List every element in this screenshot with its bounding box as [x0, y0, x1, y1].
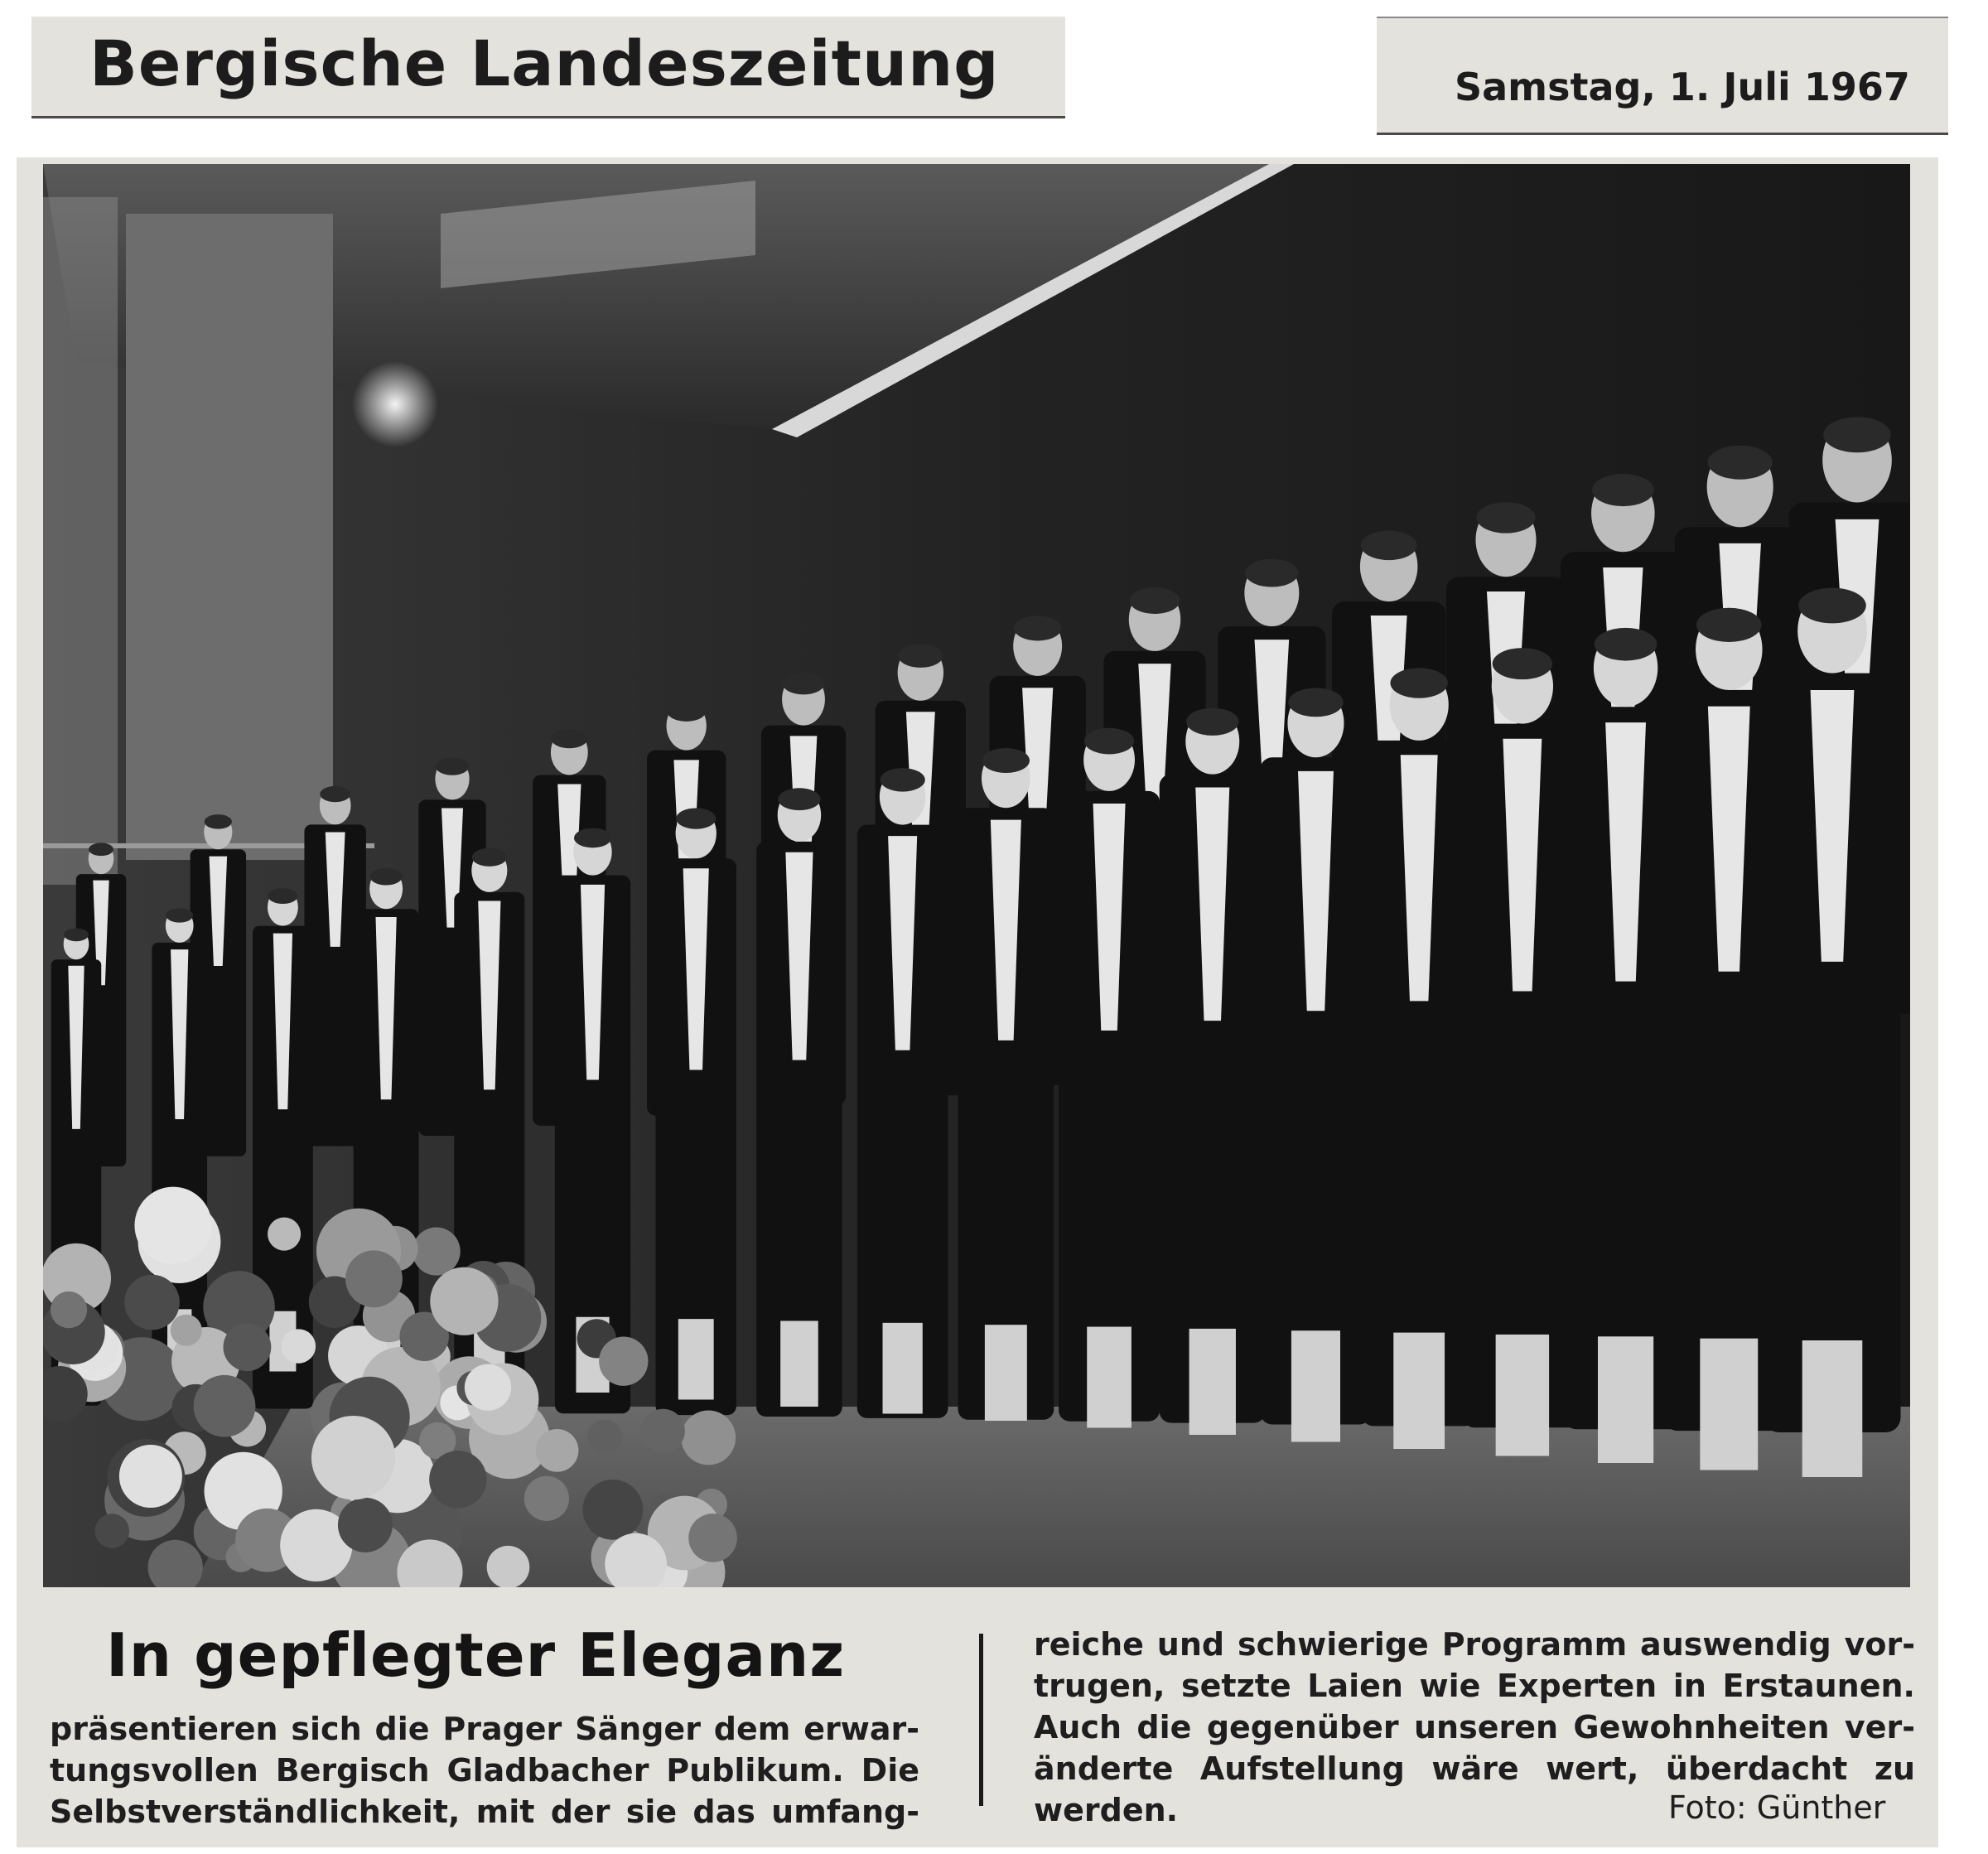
singer-legs [1291, 1330, 1340, 1441]
flower-blossom [599, 1336, 648, 1385]
singer-legs [1393, 1333, 1445, 1449]
flower-blossom [681, 1411, 736, 1465]
flower-blossom [688, 1514, 737, 1562]
flower-blossom [587, 1420, 622, 1455]
singer-hair [205, 814, 232, 829]
singer-figure [1260, 688, 1371, 1441]
singer-hair [320, 786, 350, 802]
stage-pillar [126, 214, 333, 860]
singer-hair [472, 848, 507, 867]
caption-line: tungsvollen Bergisch Gladbacher Publikum. Die [50, 1752, 919, 1789]
flower-blossom [465, 1364, 511, 1411]
flower-blossom [94, 1514, 129, 1548]
singer-hair [1595, 628, 1657, 661]
flower-blossom [582, 1480, 643, 1540]
singer-hair [166, 908, 193, 922]
singer-figure [1160, 708, 1266, 1435]
choir-photo-graphic [43, 164, 1910, 1587]
singer-hair [778, 788, 820, 810]
singer-figure [958, 748, 1054, 1421]
singer-figure [1361, 668, 1477, 1449]
singer-hair [551, 729, 587, 748]
singer-hair [268, 888, 297, 904]
singer-hair [1493, 648, 1552, 679]
singer-legs [985, 1325, 1027, 1421]
singer-legs [1700, 1339, 1758, 1470]
singer-hair [1798, 588, 1866, 624]
singer-hair [1708, 446, 1773, 480]
issue-date: Samstag, 1. Juli 1967 [1455, 65, 1910, 109]
singer-legs [1087, 1327, 1132, 1428]
caption-line: präsentieren sich die Prager Sänger dem erwar- [50, 1711, 919, 1747]
caption-line: werden. [1034, 1792, 1179, 1828]
singer-hair [1014, 616, 1061, 640]
singer-hair [667, 701, 706, 722]
flower-blossom [338, 1498, 393, 1552]
flower-blossom [124, 1275, 180, 1330]
flower-blossom [194, 1375, 256, 1437]
flower-blossom [268, 1217, 301, 1250]
singer-hair [436, 758, 469, 775]
singer-hair [881, 768, 925, 791]
singer-hair [783, 673, 825, 695]
singer-hair [898, 645, 943, 668]
flower-blossom [641, 1409, 685, 1453]
article-headline: In gepflegter Eleganz [106, 1620, 846, 1690]
flower-blossom [311, 1416, 395, 1499]
singer-legs [883, 1323, 923, 1414]
flower-blossom [119, 1445, 182, 1508]
singer-hair [89, 843, 113, 856]
stage-lamp [352, 361, 438, 447]
flower-blossom [536, 1429, 579, 1472]
flower-blossom [51, 1292, 87, 1328]
singer-figure [1764, 588, 1901, 1477]
singer-hair [1288, 688, 1343, 717]
singer-hair [370, 868, 403, 885]
caption-line: Auch die gegenüber unseren Gewohnheiten ver- [1034, 1709, 1915, 1745]
singer-figure [756, 788, 842, 1417]
newspaper-masthead: Bergische Landeszeitung [89, 27, 1000, 100]
caption-line: änderte Aufstellung wäre wert, überdacht zu [1034, 1750, 1915, 1787]
singer-hair [1592, 474, 1654, 506]
singer-hair [1361, 530, 1417, 560]
singer-hair [676, 808, 716, 828]
singer-hair [64, 928, 89, 941]
caption-left-column [50, 1708, 919, 1832]
flower-blossom [429, 1451, 486, 1508]
singer-hair [982, 748, 1030, 773]
flower-blossom [171, 1315, 202, 1346]
flower-blossom [345, 1250, 403, 1307]
singer-legs [1802, 1340, 1863, 1477]
flower-blossom [224, 1323, 272, 1371]
flower-blossom [282, 1329, 316, 1363]
caption-line: trugen, setzte Laien wie Experten in Erstaunen. [1034, 1668, 1915, 1704]
singer-hair [1245, 559, 1298, 587]
singer-hair [574, 828, 611, 848]
choir-photo [43, 164, 1910, 1587]
singer-hair [1476, 502, 1535, 533]
singer-hair [1696, 608, 1762, 642]
flower-blossom [524, 1476, 569, 1521]
singer-hair [1823, 417, 1891, 452]
singer-legs [1598, 1336, 1653, 1463]
singer-hair [1130, 587, 1180, 614]
singer-legs [1189, 1329, 1236, 1435]
singer-legs [1496, 1335, 1549, 1456]
singer-legs [678, 1319, 714, 1399]
column-divider [979, 1634, 983, 1806]
stage-curtain [43, 197, 118, 885]
photo-credit: Foto: Günther [1668, 1789, 1886, 1826]
singer-legs [780, 1320, 818, 1407]
flower-blossom [413, 1228, 461, 1276]
flower-blossom [487, 1546, 530, 1587]
singer-hair [1390, 668, 1447, 698]
flower-blossom [134, 1187, 211, 1264]
flower-blossom [430, 1267, 498, 1335]
caption-line: Selbstverständlichkeit, mit der sie das umfang- [50, 1794, 919, 1830]
singer-figure [1059, 728, 1160, 1428]
singer-figure [857, 768, 948, 1418]
singer-hair [1084, 728, 1134, 755]
singer-hair [1186, 708, 1238, 736]
caption-line: reiche und schwierige Programm auswendig vor- [1034, 1626, 1915, 1663]
singer-figure [656, 808, 736, 1415]
